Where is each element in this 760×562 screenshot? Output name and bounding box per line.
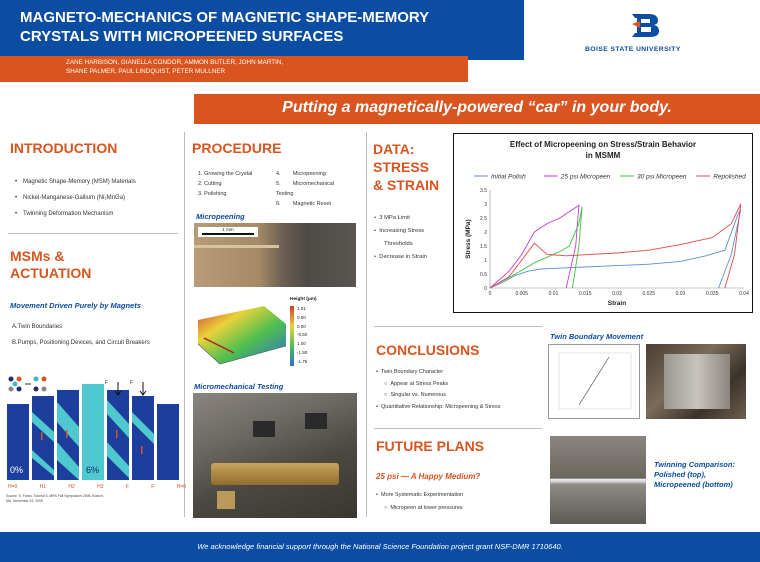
y-tick-label: 3 — [484, 201, 487, 208]
data-list — [374, 212, 452, 264]
legend-label: Repolished — [713, 173, 746, 181]
list-item: • Magnetic Shape-Memory (MSM) Materials — [14, 174, 182, 190]
list-subitem: ○ Singular vs. Numerous — [384, 392, 447, 398]
twinning-comparison-caption — [654, 460, 758, 490]
force-arrow-icon — [140, 382, 146, 395]
height-tick: 1.00 — [297, 341, 306, 347]
list-item-text: 3 MPa Limit — [379, 215, 410, 221]
list-item-text: Decrease in Strain — [379, 254, 427, 260]
msms-heading-line-1: MSMs & — [10, 248, 65, 264]
conclusions-heading: CONCLUSIONS — [376, 342, 480, 358]
section-divider-conclusions — [374, 428, 542, 429]
field-label: F — [125, 484, 129, 490]
authors-line-1: ZANE HARBISON, GIANELLA CONDOR, AMMON BUTLER, JOHN MARTIN, — [66, 59, 284, 66]
step-text: Micropeening — [292, 171, 326, 177]
height-tick: 0.00 — [297, 323, 306, 329]
field-label: H2 — [68, 484, 75, 490]
y-tick-label: 1 — [484, 257, 487, 264]
test-rig — [211, 463, 339, 485]
data-heading-line-3: & STRAIN — [373, 177, 440, 193]
msms-list — [12, 319, 182, 351]
crystal-sample — [664, 354, 730, 409]
list-item: • Nickel-Manganese-Gallium (Ni₂MnGa) — [14, 190, 182, 206]
list-item: • Decrease in Strain — [374, 254, 427, 260]
micromechanical-label: Micromechanical Testing — [194, 382, 284, 391]
future-subheading: 25 psi — A Happy Medium? — [376, 472, 481, 481]
x-tick-label: 0.04 — [739, 291, 749, 297]
introduction-heading: INTRODUCTION — [10, 140, 118, 156]
list-item: 1. Growing the Crystal — [198, 171, 253, 177]
chart-title — [454, 139, 752, 161]
height-legend — [290, 297, 330, 364]
mini-plot — [549, 345, 639, 418]
step-text: Magnetic Reset — [292, 201, 332, 207]
list-item: A.Twin Boundaries — [12, 324, 63, 330]
chart-title-line-1: Effect of Micropeening on Stress/Strain Behavior — [509, 140, 697, 149]
field-label: H=0 — [8, 484, 18, 490]
future-list — [376, 489, 546, 515]
y-tick-label: 0 — [484, 285, 487, 292]
introduction-list — [14, 174, 182, 222]
field-labels — [8, 484, 186, 490]
data-heading — [373, 140, 439, 194]
x-axis-label: Strain — [607, 300, 627, 307]
procedure-steps-left — [198, 169, 278, 199]
chart-plot — [454, 170, 751, 310]
x-tick-label: 0.03 — [675, 291, 686, 297]
y-tick-label: 0.5 — [480, 271, 487, 278]
twin-boundary-plot-image — [548, 344, 640, 419]
list-item-text: Twin Boundary Character — [380, 369, 444, 375]
step-number: 4. — [276, 171, 281, 177]
field-label: H1 — [39, 484, 47, 490]
force-label-1: F — [105, 380, 109, 386]
height-tick: -0.50 — [297, 332, 308, 338]
list-item — [276, 169, 364, 179]
percent-max: 6% — [86, 465, 100, 475]
list-subitem: ○ Micropeen at lower pressures — [384, 505, 463, 511]
twin-boundary-label: Twin Boundary Movement — [550, 332, 644, 341]
chart-title-line-2: in MSMM — [585, 151, 621, 160]
list-item: 2. Cutting — [198, 181, 222, 187]
x-tick-label: 0.005 — [515, 291, 529, 297]
micropeening-image — [194, 223, 356, 287]
acknowledgement: We acknowledge financial support through the National Science Foundation project grant NSF-DMR 1710640. — [197, 542, 563, 551]
x-tick-label: 0.015 — [578, 291, 592, 297]
column-divider-2 — [366, 132, 367, 517]
procedure-heading: PROCEDURE — [192, 140, 282, 156]
list-item: B.Pumps, Positioning Devices, and Circuit Breakers — [12, 340, 150, 346]
height-colorbar — [290, 306, 294, 366]
section-divider-data — [374, 326, 542, 327]
list-item-text: Appear at Stress Peaks — [390, 380, 449, 387]
caption-line-2: Polished (top), — [654, 470, 707, 479]
x-tick-label: 0.02 — [612, 291, 622, 297]
list-item-text: Increasing Stress — [379, 228, 425, 234]
rig-clamp — [217, 491, 235, 509]
section-divider-left — [8, 233, 178, 234]
list-item: Testing — [276, 191, 294, 197]
y-axis-label: Stress (MPa) — [465, 219, 472, 259]
sensor-box — [305, 413, 327, 429]
list-item: 3. Polishing — [198, 191, 227, 197]
series-line-initial-polish — [490, 210, 741, 288]
poster-title — [20, 8, 520, 46]
list-item: • Quantitative Relationship: Micropeening & Stress — [376, 403, 501, 410]
height-legend-title: Height (μm) — [290, 297, 317, 302]
authors — [66, 58, 466, 76]
height-tick: -1.50 — [297, 349, 308, 355]
percent-start: 0% — [10, 465, 24, 475]
caption-line-3: Micropeened (bottom) — [654, 480, 733, 489]
legend-label: 25 psi Micropeen — [560, 173, 611, 181]
title-line-2: CRYSTALS WITH MICROPEENED SURFACES — [20, 28, 344, 45]
step-text: Micromechanical — [292, 181, 335, 187]
image-highlight — [194, 245, 279, 248]
x-tick-label: 0.025 — [642, 291, 656, 297]
tagline: Putting a magnetically-powered “car” in your body. — [282, 99, 672, 116]
procedure-steps-right — [276, 169, 364, 209]
y-tick-label: 2.5 — [480, 215, 487, 222]
y-tick-label: 3.5 — [480, 187, 487, 194]
list-item-text: More Systematic Experimentation — [380, 492, 464, 498]
list-item: • Twin Boundary Character — [376, 369, 444, 375]
x-tick-label: 0 — [488, 291, 492, 297]
crystal-structure-icon — [9, 377, 47, 392]
height-tick: 0.50 — [297, 314, 306, 320]
list-item-text: Singular vs. Numerous — [390, 392, 447, 398]
twin-boundary-photo — [646, 344, 746, 419]
field-label: H=0 — [176, 484, 186, 490]
legend-label: 30 psi Micropeen — [637, 173, 687, 181]
height-ticks — [297, 305, 307, 367]
stress-strain-chart — [453, 133, 753, 313]
micropeening-label: Micropeening — [196, 212, 245, 221]
msms-heading-line-2: ACTUATION — [10, 265, 92, 281]
university-logo-icon — [630, 12, 660, 38]
twinning-comparison-image — [550, 436, 646, 524]
scale-line — [202, 233, 254, 235]
data-heading-line-1: DATA: — [373, 141, 415, 157]
list-item — [276, 179, 364, 189]
msms-heading — [10, 248, 91, 282]
university-name: BOISE STATE UNIVERSITY — [585, 46, 681, 53]
caption-line-1: Twinning Comparison: — [654, 460, 735, 469]
conclusions-list — [376, 367, 546, 413]
field-label: H3 — [97, 484, 104, 490]
future-plans-heading: FUTURE PLANS — [376, 438, 485, 454]
step-number: 5. — [276, 181, 281, 187]
list-subitem: ○ Appear at Stress Peaks — [384, 380, 449, 387]
list-item: • 3 MPa Limit — [374, 215, 410, 221]
diagram-source: Source: S. Faran, Tutorial II, MRS Fall Symposium 2005, Boston, MA, November 29, 2005 — [6, 494, 104, 503]
x-tick-label: 0.01 — [548, 291, 559, 297]
micromechanical-testing-image — [193, 393, 357, 518]
list-item: • More Systematic Experimentation — [376, 492, 464, 498]
height-map-image — [194, 298, 290, 368]
y-tick-label: 1.5 — [480, 243, 487, 250]
list-item-text: Micropeen at lower pressures — [390, 505, 463, 511]
series-line-repolished — [490, 204, 741, 288]
sensor-box — [253, 421, 275, 437]
force-label-2: F — [130, 380, 134, 386]
scale-label: 1 mm — [222, 227, 234, 232]
scale-bar — [198, 227, 258, 237]
list-item: • Twinning Deformation Mechanism — [14, 206, 182, 222]
list-item — [276, 199, 364, 209]
height-tick: -1.75 — [297, 358, 308, 364]
field-label: F — [151, 484, 155, 490]
height-tick: 1.01 — [297, 306, 306, 311]
legend-label: Initial Polish — [491, 173, 526, 181]
msms-subheading: Movement Driven Purely by Magnets — [10, 301, 141, 310]
step-number: 6. — [276, 201, 281, 207]
y-tick-label: 2 — [484, 229, 487, 236]
list-item: Thresholds — [384, 241, 413, 247]
title-line-1: MAGNETO-MECHANICS OF MAGNETIC SHAPE-MEMORY — [20, 9, 430, 26]
column-divider-1 — [184, 132, 185, 517]
list-item: • Increasing Stress — [374, 228, 425, 234]
data-heading-line-2: STRESS — [373, 159, 430, 175]
list-item-text: Quantitative Relationship: Micropeening & Stress — [380, 403, 501, 410]
series-line-25-psi-micropeen — [490, 205, 579, 288]
x-tick-label: 0.035 — [705, 291, 719, 297]
authors-line-2: SHANE PALMER, PAUL LINDQUIST, PETER MULLNER — [66, 68, 226, 75]
